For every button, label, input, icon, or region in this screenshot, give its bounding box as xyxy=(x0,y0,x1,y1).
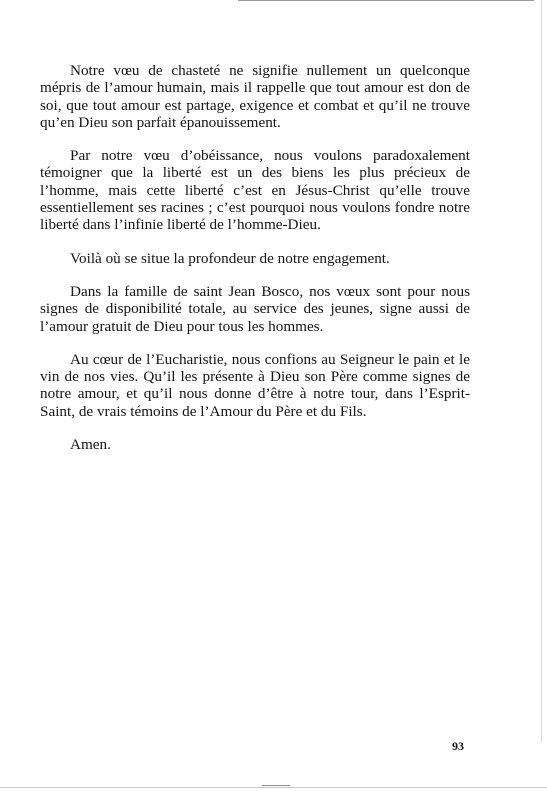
scan-edge-right xyxy=(541,0,542,742)
paragraph-eucharist: Au cœur de l’Eucharistie, nous confions au Seigneur le pain et le vin de nos vies. Qu’il les présente à Dieu son Père comme signes de notre amour, et qu’il nous donne d’être à notre tour, dans l’Esprit-Saint, de vrais témoins de l’Amour du Père et du Fils. xyxy=(40,350,470,420)
page-body xyxy=(40,62,470,453)
scan-edge-top xyxy=(238,0,534,1)
paragraph-obedience-vow: Par notre vœu d’obéissance, nous voulons paradoxalement témoigner que la liberté est un des biens les plus précieux de l’homme, mais cette liberté c’est en Jésus-Christ qu’elle trouve essentiellement ses racines ; c’est pourquoi nous voulons fondre notre liberté dans l’infinie liberté de l’homme-Dieu. xyxy=(40,147,470,234)
paragraph-engagement: Voilà où se situe la profondeur de notre engagement. xyxy=(70,249,390,267)
paragraph-amen: Amen. xyxy=(70,436,111,454)
scan-edge-bottom xyxy=(0,787,547,788)
page-number: 93 xyxy=(452,739,464,753)
scan-edge-mark xyxy=(262,785,290,786)
paragraph-don-bosco-family: Dans la famille de saint Jean Bosco, nos vœux sont pour nous signes de disponibilité totale, au service des jeunes, signe aussi de l’amour gratuit de Dieu pour tous les hommes. xyxy=(40,282,470,335)
paragraph-chastity-vow: Notre vœu de chasteté ne signifie nullement un quelconque mépris de l’amour humain, mais il rappelle que tout amour est don de soi, que tout amour est partage, exigence et combat et qu’il ne trouve qu’en Dieu son parfait épanouissement. xyxy=(40,62,470,131)
